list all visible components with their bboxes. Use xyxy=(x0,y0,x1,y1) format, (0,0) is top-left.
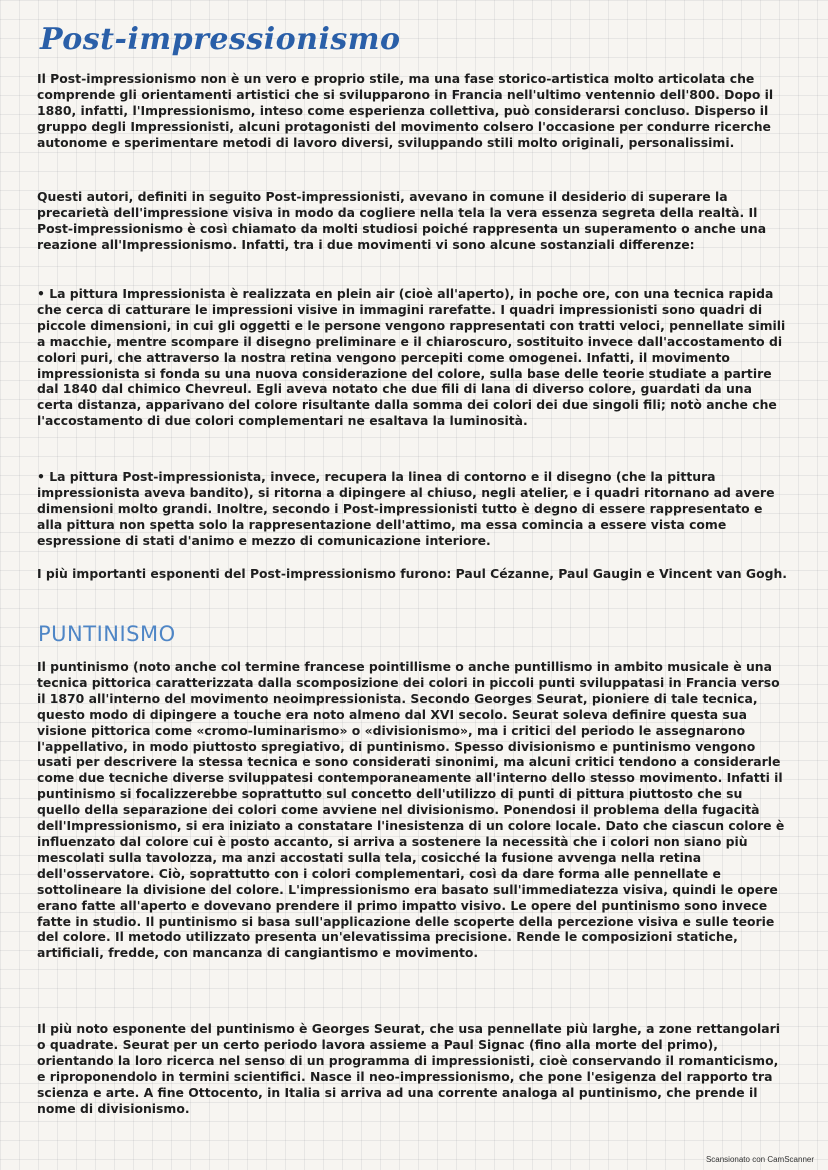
puntinismo-paragraph-2: Il più noto esponente del puntinismo è Georges Seurat, che usa pennellate più larghe, a zone rettangolari o quadrate. Seurat per un certo periodo lavora assieme a Paul Signac (fino alla morte del primo), orientando la loro ricerca nel senso di un programma di impressionisti, cioè conservando il romanticismo, e riproponendolo in termini scientifici. Nasce il neo-impressionismo, che pone l'esigenza del rapporto tra scienza e arte. A fine Ottocento, in Italia si arriva ad una corrente analoga al puntinismo, che prende il nome di divisionismo. xyxy=(37,1021,780,1116)
bullet-impressionism: • La pittura Impressionista è realizzata en plein air (cioè all'aperto), in poche ore, con una tecnica rapida che cerca di catturare le impressioni visive in immagini rarefatte. I quadri impressionisti sono quadri di piccole dimensioni, in cui gli oggetti e le persone vengono rappresentati con tratti veloci, pennellate simili a macchie, mentre scompare il disegno preliminare e il chiaroscuro, sostituito invece dall'accostamento di colori puri, che attraverso la nostra retina vengono percepiti come omogenei. Infatti, il movimento impressionista si fonda su una nuova considerazione del colore, sulla base delle teorie studiate a partire dal 1840 dal chimico Chevreul. Egli aveva notato che due fili di lana di diverso colore, guardati da una certa distanza, apparivano del colore risultante dalla somma dei colori dei due singoli fili; notò anche che l'accostamento di due colori complementari ne esaltava la luminosità. xyxy=(37,286,786,429)
section-heading-puntinismo: PUNTINISMO xyxy=(38,622,176,646)
intro-paragraph-2: Questi autori, definiti in seguito Post-impressionisti, avevano in comune il desiderio di superare la precarietà dell'impressione visiva in modo da cogliere nella tela la vera essenza segreta della realtà. Il Post-impressionismo è così chiamato da molti studiosi poiché rappresenta un superamento o anche una reazione all'Impressionismo. Infatti, tra i due movimenti vi sono alcune sostanziali differenze: xyxy=(37,189,767,252)
page-title: Post-impressionismo xyxy=(40,22,401,57)
puntinismo-paragraph-1: Il puntinismo (noto anche col termine francese pointillisme o anche puntillismo in ambito musicale è una tecnica pittorica caratterizzata dalla scomposizione dei colori in piccoli punti sviluppatasi in Francia verso il 1870 all'interno del movimento neoimpressionista. Secondo Georges Seurat, pioniere di tale tecnica, questo modo di dipingere a touche era noto almeno dal XVI secolo. Seurat soleva definire questa sua visione pittorica come «cromo-luminarismo» o «divisionismo», ma i critici del periodo le assegnarono l'appellativo, in modo piuttosto spregiativo, di puntinismo. Spesso divisionismo e puntinismo vengono usati per descrivere la stessa tecnica e sono considerati sinonimi, ma alcuni critici tendono a considerarle come due tecniche diverse sviluppatesi contemporaneamente all'interno dello stesso movimento. Infatti il puntinismo si focalizzerebbe soprattutto sul concetto dell'utilizzo di punti di pittura piuttosto che su quello della separazione dei colori come avviene nel divisionismo. Ponendosi il problema della fugacità dell'Impressionismo, si era iniziato a constatare l'inesistenza di un colore locale. Dato che ciascun colore è influenzato dal colore cui è posto accanto, si arriva a sostenere la necessità che i colori non siano più mescolati sulla tavolozza, ma anzi accostati sulla tela, cosicché la fusione avvenga nella retina dell'osservatore. Ciò, soprattutto con i colori complementari, così da dare forma alle pennellate e sottolineare la divisione del colore. L'impressionismo era basato sull'immediatezza visiva, quindi le opere erano fatte all'aperto e dovevano prendere il primo impatto visivo. Le opere del puntinismo sono invece fatte in studio. Il puntinismo si basa sull'applicazione delle scoperte della percezione visiva e sulle teorie del colore. Il metodo utilizzato presenta un'elevatissima precisione. Rende le composizioni statiche, artificiali, fredde, con mancanza di cangiantismo e movimento. xyxy=(37,659,785,961)
scanner-watermark: Scansionato con CamScanner xyxy=(705,1155,814,1164)
intro-paragraph-1: Il Post-impressionismo non è un vero e proprio stile, ma una fase storico-artistica molto articolata che comprende gli orientamenti artistici che si svilupparono in Francia nell'ultimo ventennio dell'800. Dopo il 1880, infatti, l'Impressionismo, inteso come esperienza collettiva, può considerarsi concluso. Disperso il gruppo degli Impressionisti, alcuni protagonisti del movimento colsero l'occasione per condurre ricerche autonome e sperimentare metodi di lavoro diversi, sviluppando stili molto originali, personalissimi. xyxy=(37,71,774,150)
bullet-post-impressionism: • La pittura Post-impressionista, invece, recupera la linea di contorno e il disegno (che la pittura impressionista aveva bandito), si ritorna a dipingere al chiuso, negli atelier, e i quadri ritornano ad avere dimensioni molto grandi. Inoltre, secondo i Post-impressionisti tutto è degno di essere rappresentato e alla pittura non spetta solo la rappresentazione dell'attimo, ma essa comincia a essere vista come espressione di stati d'animo e mezzo di comunicazione interiore. xyxy=(37,469,775,548)
exponents-paragraph: I più importanti esponenti del Post-impressionismo furono: Paul Cézanne, Paul Gaugin e Vincent van Gogh. xyxy=(37,566,787,581)
